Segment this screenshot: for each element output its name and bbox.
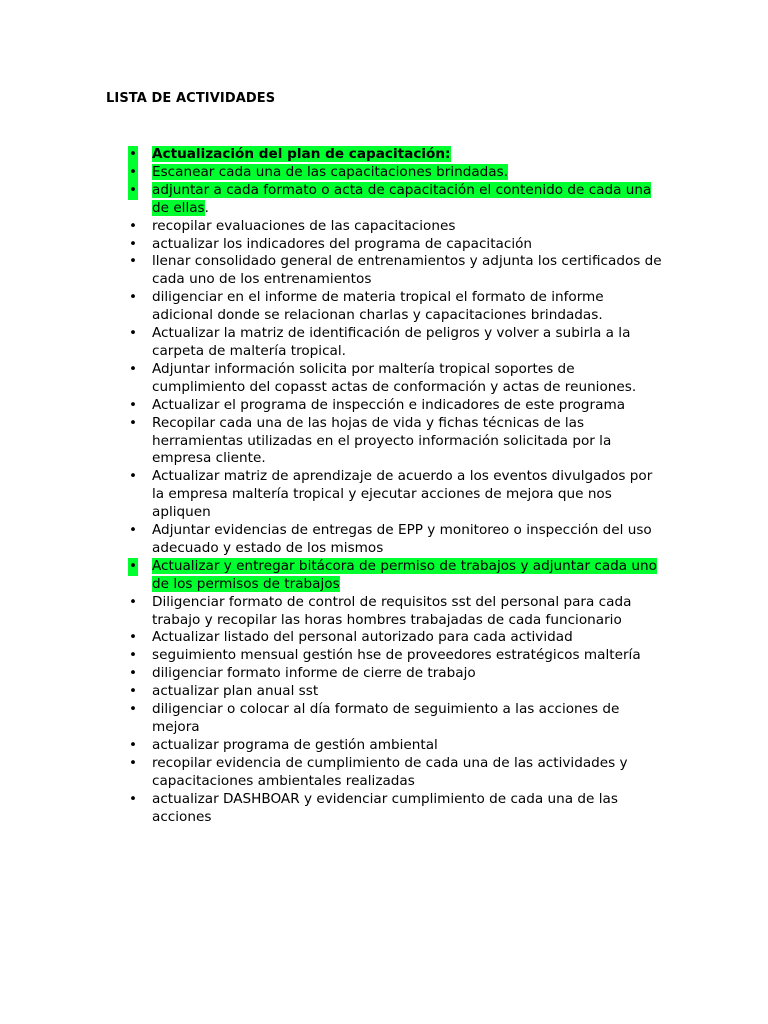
list-item [128, 253, 667, 289]
bullet-icon: • [128, 557, 138, 574]
list-item-text: Actualizar listado del personal autorizado para cada actividad [152, 629, 573, 646]
list-item-text: llenar consolidado general de entrenamientos y adjunta los certificados de cada uno de los entrenamientos [152, 253, 662, 288]
list-item [128, 360, 667, 397]
bullet-icon: • [128, 325, 138, 342]
list-item [128, 181, 667, 218]
list-item [128, 325, 667, 361]
list-item [128, 468, 667, 522]
list-item-text: Actualización del plan de capacitación: [152, 146, 451, 162]
list-item [128, 396, 667, 415]
list-item [128, 736, 667, 755]
bullet-icon: • [128, 665, 138, 682]
bullet-icon: • [128, 360, 138, 377]
bullet-icon: • [128, 701, 138, 718]
list-item-text: Actualizar y entregar bitácora de permiso de trabajos y adjuntar cada uno de los permisos de trabajos [152, 557, 657, 592]
list-item-text: Recopilar cada una de las hojas de vida y fichas técnicas de las herramientas utilizadas en el proyecto información solicitada por la empresa cliente. [152, 414, 612, 467]
bullet-icon: • [128, 146, 138, 162]
list-item-text: recopilar evidencia de cumplimiento de cada una de las actividades y capacitaciones ambientales realizadas [152, 754, 628, 789]
list-item-text: actualizar programa de gestión ambiental [152, 736, 438, 753]
list-item-text: actualizar plan anual sst [152, 683, 319, 700]
bullet-icon: • [128, 593, 138, 610]
list-item-text: actualizar los indicadores del programa de capacitación [152, 235, 533, 252]
bullet-icon: • [128, 253, 138, 270]
bullet-icon: • [128, 736, 138, 753]
list-item-text: Diligenciar formato de control de requisitos sst del personal para cada trabajo y recopilar las horas hombres trabajadas de cada funcionario [152, 593, 632, 628]
list-item [128, 557, 667, 594]
bullet-icon: • [128, 468, 138, 485]
bullet-icon: • [128, 522, 138, 539]
list-item [128, 683, 667, 701]
list-item-text: seguimiento mensual gestión hse de proveedores estratégicos maltería [152, 647, 641, 664]
list-item [128, 665, 667, 683]
list-item-text: Actualizar la matriz de identificación de peligros y volver a subirla a la carpeta de maltería tropical. [152, 325, 631, 359]
list-item [128, 701, 667, 737]
list-item [128, 146, 667, 164]
bullet-icon: • [128, 647, 138, 664]
list-item-text: Actualizar el programa de inspección e indicadores de este programa [152, 396, 626, 413]
list-item [128, 522, 667, 558]
list-item-text: adjuntar a cada formato o acta de capacitación el contenido de cada una de ellas [152, 181, 652, 216]
list-item [128, 629, 667, 647]
list-item-text: diligenciar formato informe de cierre de trabajo [152, 665, 476, 682]
bullet-icon: • [128, 629, 138, 646]
list-item [128, 289, 667, 325]
list-item [128, 593, 667, 630]
list-item [128, 790, 667, 827]
list-item-text: recopilar evaluaciones de las capacitaciones [152, 217, 456, 234]
list-item-text: Actualizar matriz de aprendizaje de acuerdo a los eventos divulgados por la empresa maltería tropical y ejecutar acciones de mejora que nos apliquen [152, 468, 653, 521]
list-item [128, 414, 667, 469]
list-item-text: actualizar DASHBOAR y evidenciar cumplimiento de cada una de las acciones [152, 790, 618, 825]
bullet-icon: • [128, 754, 138, 771]
bullet-icon: • [128, 396, 138, 413]
list-item [128, 647, 667, 665]
list-item [128, 235, 667, 254]
list-item-text: diligenciar en el informe de materia tropical el formato de informe adicional donde se relacionan charlas y capacitaciones brindadas. [152, 289, 604, 324]
activity-list [128, 146, 667, 826]
bullet-icon: • [128, 235, 138, 252]
bullet-icon: • [128, 181, 138, 198]
bullet-icon: • [128, 790, 138, 807]
list-item [128, 754, 667, 791]
list-item [128, 217, 667, 236]
bullet-icon: • [128, 163, 138, 180]
list-item-text: diligenciar o colocar al día formato de seguimiento a las acciones de mejora [152, 701, 620, 735]
list-item-trailing: . [204, 199, 209, 216]
bullet-icon: • [128, 217, 138, 234]
list-item-text: Escanear cada una de las capacitaciones brindadas. [152, 163, 509, 180]
bullet-icon: • [128, 289, 138, 306]
bullet-icon: • [128, 683, 138, 700]
bullet-icon: • [128, 414, 138, 431]
list-item [128, 163, 667, 182]
page-title: LISTA DE ACTIVIDADES [106, 91, 276, 106]
list-item-text: Adjuntar evidencias de entregas de EPP y monitoreo o inspección del uso adecuado y estado de los mismos [152, 522, 652, 556]
list-item-text: Adjuntar información solicita por maltería tropical soportes de cumplimiento del copasst actas de conformación y actas de reuniones. [152, 360, 637, 395]
